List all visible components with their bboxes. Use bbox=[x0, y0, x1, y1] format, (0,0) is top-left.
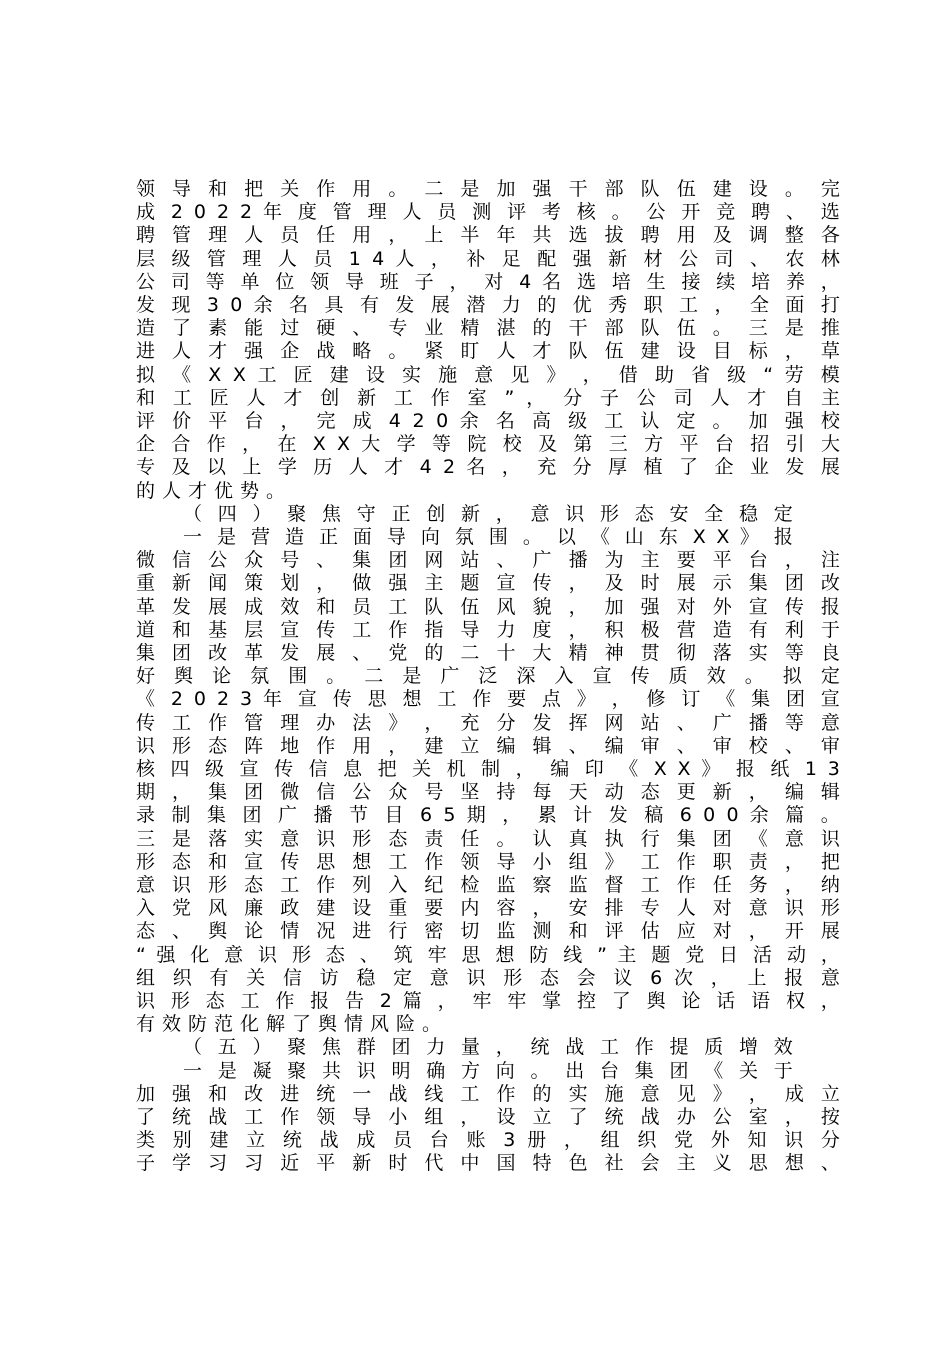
text-line: 公 司 等 单 位 领 导 班 子 ， 对 4 名 选 培 生 接 续 培 养 ， bbox=[136, 270, 840, 293]
text-line: 聘 管 理 人 员 任 用 ， 上 半 年 共 选 拔 聘 用 及 调 整 各 bbox=[136, 224, 840, 247]
text-line: 发 现 3 0 余 名 具 有 发 展 潜 力 的 优 秀 职 工 ， 全 面 打 bbox=[136, 294, 840, 316]
text-line: 组 织 有 关 信 访 稳 定 意 识 形 态 会 议 6 次 ， 上 报 意 bbox=[136, 966, 840, 989]
text-line: 的人才优势。 bbox=[136, 479, 293, 502]
text-line: 造 了 素 能 过 硬 、 专 业 精 湛 的 干 部 队 伍 。 三 是 推 bbox=[136, 317, 840, 340]
text-line: 拟 《 X X 工 匠 建 设 实 施 意 见 》 ， 借 助 省 级 “ 劳 模 bbox=[136, 363, 840, 386]
text-line: 了 统 战 工 作 领 导 小 组 ， 设 立 了 统 战 办 公 室 ， 按 bbox=[136, 1106, 840, 1128]
text-line: 三 是 落 实 意 识 形 态 责 任 。 认 真 执 行 集 团 《 意 识 bbox=[136, 827, 840, 850]
text-line: 录 制 集 团 广 播 节 目 6 5 期 ， 累 计 发 稿 6 0 0 余 篇 。 bbox=[136, 804, 840, 827]
text-line: 形 态 和 宣 传 思 想 工 作 领 导 小 组 》 工 作 职 责 ， 把 bbox=[136, 850, 840, 873]
text-line: 评 价 平 台 ， 完 成 4 2 0 余 名 高 级 工 认 定 。 加 强 校 bbox=[136, 410, 840, 432]
text-line: 好 舆 论 氛 围 。 二 是 广 泛 深 入 宣 传 质 效 。 拟 定 bbox=[136, 665, 840, 688]
text-line: 识 形 态 工 作 报 告 2 篇 ， 牢 牢 掌 控 了 舆 论 话 语 权 ， bbox=[136, 990, 840, 1012]
text-line: 态 、 舆 论 情 况 进 行 密 切 监 测 和 评 估 应 对 ， 开 展 bbox=[136, 920, 840, 943]
text-line: 有效防范化解了舆情风险。 bbox=[136, 1013, 449, 1036]
text-line: 领 导 和 把 关 作 用 。 二 是 加 强 干 部 队 伍 建 设 。 完 bbox=[136, 178, 840, 200]
text-line: 加 强 和 改 进 统 一 战 线 工 作 的 实 施 意 见 》 ， 成 立 bbox=[136, 1082, 840, 1105]
section-heading: （ 四 ） 聚 焦 守 正 创 新 ， 意 识 形 态 安 全 稳 定 bbox=[183, 502, 793, 525]
text-line: 重 新 闻 策 划 ， 做 强 主 题 宣 传 ， 及 时 展 示 集 团 改 bbox=[136, 572, 840, 595]
text-line: 集 团 改 革 发 展 、 党 的 二 十 大 精 神 贯 彻 落 实 等 良 bbox=[136, 642, 840, 664]
text-line: “ 强 化 意 识 形 态 、 筑 牢 思 想 防 线 ” 主 题 党 日 活 动 ， bbox=[136, 943, 840, 966]
text-line: 识 形 态 阵 地 作 用 ， 建 立 编 辑 、 编 审 、 审 校 、 审 bbox=[136, 734, 840, 757]
text-line: 《 2 0 2 3 年 宣 传 思 想 工 作 要 点 》 ， 修 订 《 集 团 宣 bbox=[136, 688, 840, 711]
text-line: 微 信 公 众 号 、 集 团 网 站 、 广 播 为 主 要 平 台 ， 注 bbox=[136, 549, 840, 572]
text-line: 意 识 形 态 工 作 列 入 纪 检 监 察 监 督 工 作 任 务 ， 纳 bbox=[136, 874, 840, 896]
section-heading: （ 五 ） 聚 焦 群 团 力 量 ， 统 战 工 作 提 质 增 效 bbox=[183, 1036, 793, 1059]
text-line: 类 别 建 立 统 战 成 员 台 账 3 册 ， 组 织 党 外 知 识 分 bbox=[136, 1129, 840, 1152]
text-line: 一 是 凝 聚 共 识 明 确 方 向 。 出 台 集 团 《 关 于 bbox=[183, 1059, 793, 1082]
text-line: 入 党 风 廉 政 建 设 重 要 内 容 ， 安 排 专 人 对 意 识 形 bbox=[136, 897, 840, 920]
text-line: 期 ， 集 团 微 信 公 众 号 坚 持 每 天 动 态 更 新 ， 编 辑 bbox=[136, 781, 840, 804]
text-line: 传 工 作 管 理 办 法 》 ， 充 分 发 挥 网 站 、 广 播 等 意 bbox=[136, 711, 840, 734]
text-line: 进 人 才 强 企 战 略 。 紧 盯 人 才 队 伍 建 设 目 标 ， 草 bbox=[136, 340, 840, 363]
text-line: 成 2 0 2 2 年 度 管 理 人 员 测 评 考 核 。 公 开 竞 聘 、 选 bbox=[136, 201, 840, 224]
text-line: 一 是 营 造 正 面 导 向 氛 围 。 以 《 山 东 X X 》 报 bbox=[183, 526, 793, 548]
text-line: 子 学 习 习 近 平 新 时 代 中 国 特 色 社 会 主 义 思 想 、 bbox=[136, 1152, 840, 1175]
text-line: 革 发 展 成 效 和 员 工 队 伍 风 貌 ， 加 强 对 外 宣 传 报 bbox=[136, 595, 840, 618]
text-line: 核 四 级 宣 传 信 息 把 关 机 制 ， 编 印 《 X X 》 报 纸 1 3 bbox=[136, 758, 840, 780]
text-line: 专 及 以 上 学 历 人 才 4 2 名 ， 充 分 厚 植 了 企 业 发 展 bbox=[136, 456, 840, 479]
text-line: 层 级 管 理 人 员 1 4 人 ， 补 足 配 强 新 材 公 司 、 农 林 bbox=[136, 247, 840, 270]
text-line: 道 和 基 层 宣 传 工 作 指 导 力 度 ， 积 极 营 造 有 利 于 bbox=[136, 618, 840, 641]
text-line: 企 合 作 ， 在 X X 大 学 等 院 校 及 第 三 方 平 台 招 引 大 bbox=[136, 433, 840, 456]
text-line: 和 工 匠 人 才 创 新 工 作 室 ” ， 分 子 公 司 人 才 自 主 bbox=[136, 386, 840, 409]
